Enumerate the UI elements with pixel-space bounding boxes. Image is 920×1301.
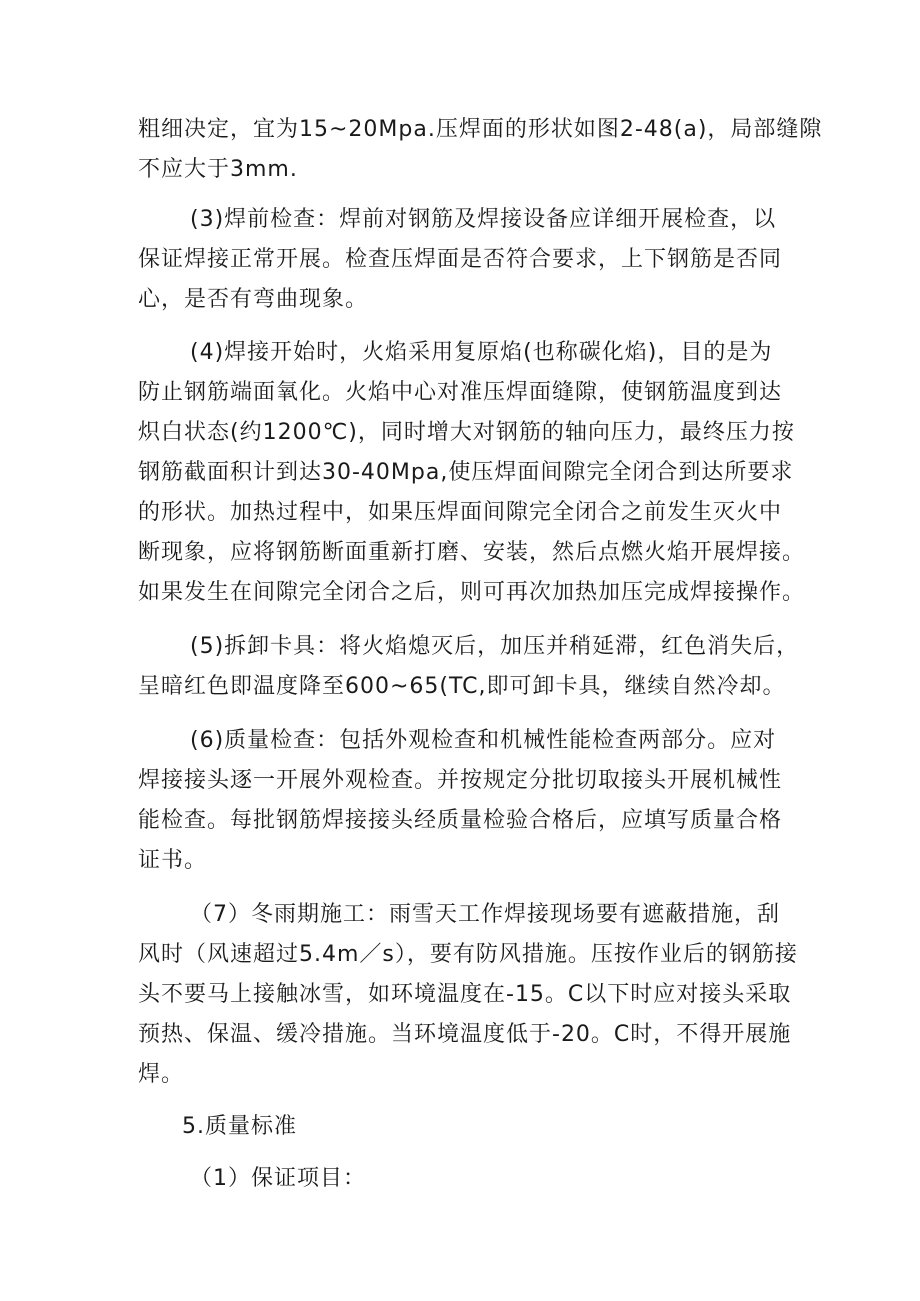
text-line: 如果发生在间隙完全闭合之后，则可再次加热加压完成焊接操作。	[138, 580, 806, 605]
text-line: 断现象，应将钢筋断面重新打磨、安装，然后点燃火焰开展焊接。	[138, 540, 806, 565]
text-line: 能检查。每批钢筋焊接接头经质量检验合格后，应填写质量合格	[138, 808, 783, 833]
text-line: (4)焊接开始时，火焰采用复原焰(也称碳化焰)，目的是为	[190, 340, 773, 365]
text-line: 呈暗红色即温度降至600~65(TC,即可卸卡具，继续自然冷却。	[138, 674, 786, 699]
text-line: 头不要马上接触冰雪，如环境温度在-15。C以下时应对接头采取	[138, 982, 792, 1007]
text-line: 预热、保温、缓冷措施。当环境温度低于-20。C时，不得开展施	[138, 1022, 792, 1047]
text-line: 炽白状态(约1200℃)，同时增大对钢筋的轴向压力，最终压力按	[138, 420, 795, 445]
text-line: (5)拆卸卡具：将火焰熄灭后，加压并稍延滞，红色消失后，	[190, 634, 800, 659]
text-line: 风时（风速超过5.4m／s），要有防风措施。压按作业后的钢筋接	[138, 942, 798, 967]
text-line: （7）冬雨期施工：雨雪天工作焊接现场要有遮蔽措施，刮	[190, 902, 780, 927]
text-line: 保证焊接正常开展。检查压焊面是否符合要求，上下钢筋是否同	[138, 247, 783, 272]
text-line: 粗细决定，宜为15~20Mpa.压焊面的形状如图2-48(a)，局部缝隙	[138, 117, 823, 142]
subsection-heading: （1）保证项目：	[190, 1166, 366, 1191]
text-line: 的形状。加热过程中，如果压焊面间隙完全闭合之前发生灭火中	[138, 500, 783, 525]
text-line: 证书。	[138, 848, 208, 873]
text-line: 钢筋截面积计到达30-40Mpa,使压焊面间隙完全闭合到达所要求	[138, 460, 794, 485]
text-line: 心，是否有弯曲现象。	[138, 287, 369, 312]
text-line: (3)焊前检查：焊前对钢筋及焊接设备应详细开展检查，以	[190, 207, 777, 232]
text-line: 焊。	[138, 1062, 185, 1087]
text-line: (6)质量检查：包括外观检查和机械性能检查两部分。应对	[190, 728, 777, 753]
text-line: 防止钢筋端面氧化。火焰中心对准压焊面缝隙，使钢筋温度到达	[138, 380, 783, 405]
text-line: 不应大于3mm.	[138, 157, 298, 182]
section-heading: 5.质量标准	[182, 1114, 297, 1139]
text-line: 焊接接头逐一开展外观检查。并按规定分批切取接头开展机械性	[138, 768, 783, 793]
